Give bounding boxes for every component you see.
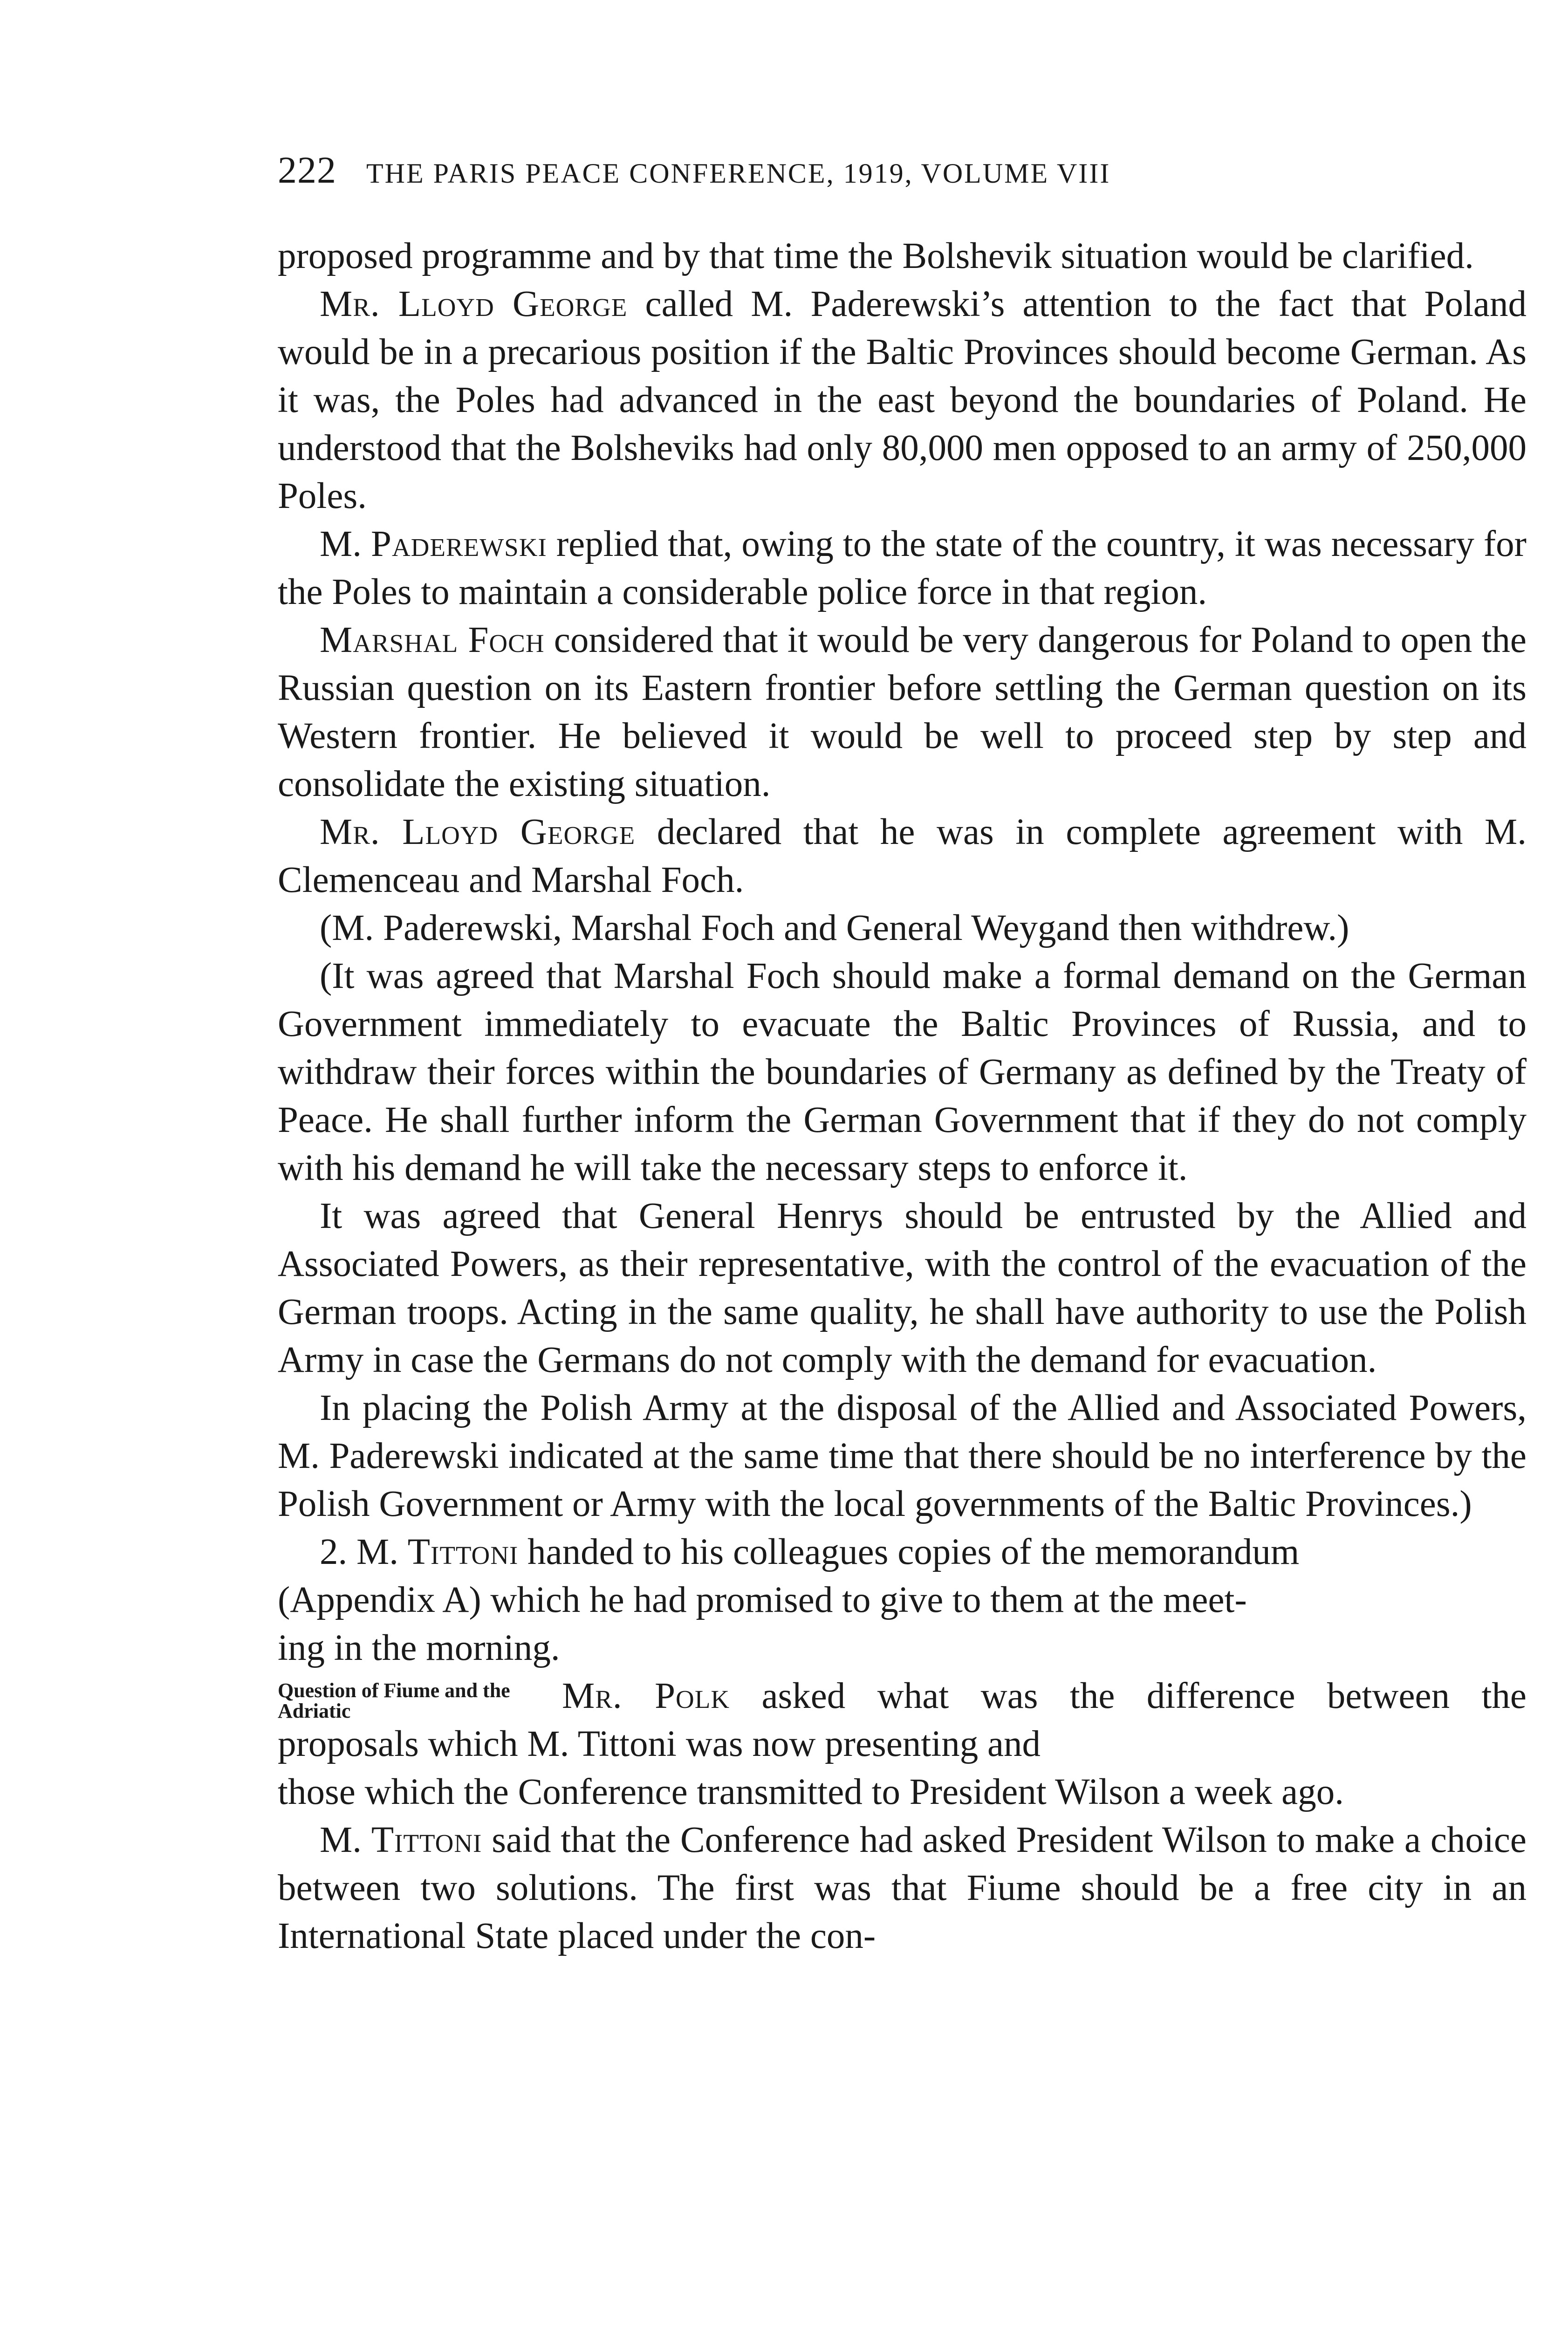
paragraph-foch [278,616,1527,808]
speaker-prefix: M. [320,524,371,564]
paragraph-text: replied that, owing to the state of the country, it was necessary for the Poles to maintain a considerable police force in that region. [278,524,1527,612]
paragraph-polk-line1 [562,1672,1527,1720]
paragraph-withdrawal-note: (M. Paderewski, Marshal Foch and General Weygand then withdrew.) [320,908,1349,948]
paragraph-text: declared that he was in complete agreement with M. Clemenceau and Marshal Foch. [278,812,1527,900]
paragraph-text: said that the Conference had asked President Wilson to make a choice between two solutions. The first was that Fiume should be a free city in an International State placed under the con- [278,1820,1527,1956]
paragraph-polk-rest: those which the Conference transmitted to President Wilson a week ago. [278,1772,1344,1812]
paragraph-agreement-henrys: It was agreed that General Henrys should be entrusted by the Allied and Associated Powers, as their representative, with the control of the evacuation of the German troops. Acting in the same quality, he shall have authority to use the Polish Army in case the Germans do not comply with the demand for evacuation. [278,1196,1527,1380]
paragraph-lloyd-george-1 [278,280,1527,520]
paragraph-text: asked what was the difference between the [730,1676,1527,1716]
paragraph-text: handed to his colleagues copies of the memorandum [518,1532,1300,1572]
speaker-name: Tittoni [371,1820,482,1860]
speaker-name: Marshal Foch [320,620,545,660]
body-text [278,232,1527,1960]
paragraph-tittoni-reply [278,1816,1527,1960]
paragraph-text: called M. Paderewski’s attention to the fact that Poland would be in a precarious position if the Baltic Provinces should become German. As it was, the Poles had advanced in the east beyond the boundaries of Poland. He understood that the Bolsheviks had only 80,000 men opposed to an army of 250,000 Poles. [278,284,1527,516]
sidenote-row [278,1672,1527,1720]
page-number: 222 [278,149,336,191]
paragraph-continuation: proposed programme and by that time the Bolshevik situation would be clarified. [278,236,1474,276]
paragraph-lloyd-george-2 [278,808,1527,904]
speaker-name: Mr. Lloyd George [320,284,628,324]
paragraph-polish-army: In placing the Polish Army at the disposal of the Allied and Associated Powers, M. Paderewski indicated at the same time that there should be no interference by the Polish Government or Army with the local governments of the Baltic Provinces.) [278,1388,1527,1524]
speaker-name: Tittoni [407,1532,519,1572]
item-prefix: 2. M. [320,1532,408,1572]
paragraph-agreement-foch: (It was agreed that Marshal Foch should make a formal demand on the German Government immediately to evacuate the Baltic Provinces of Russia, and to withdraw their forces within the boundaries of Germany as defined by the Treaty of Peace. He shall further inform the German Government that if they do not comply with his demand he will take the necessary steps to enforce it. [278,956,1527,1188]
paragraph-paderewski [278,520,1527,616]
paragraph-tittoni-line3: ing in the morning. [278,1628,560,1668]
paragraph-text: considered that it would be very dangerous for Poland to open the Russian question on its Eastern frontier before settling the German question on its Western frontier. He believed it would be well to proceed step by step and consolidate the existing situation. [278,620,1527,804]
speaker-name: Paderewski [371,524,547,564]
margin-sidenote: Question of Fiume and the Adriatic [278,1679,510,1722]
running-title: THE PARIS PEACE CONFERENCE, 1919, VOLUME VIII [366,158,1111,189]
speaker-prefix: M. [320,1820,371,1860]
paragraph-tittoni-memorandum [278,1528,1527,1576]
speaker-name: Mr. Lloyd George [320,812,636,852]
paragraph-polk-line2: proposals which M. Tittoni was now presenting and [278,1724,1041,1764]
paragraph-tittoni-line2: (Appendix A) which he had promised to give to them at the meet- [278,1580,1247,1620]
speaker-name: Mr. Polk [562,1676,730,1716]
page-header [278,148,1396,204]
